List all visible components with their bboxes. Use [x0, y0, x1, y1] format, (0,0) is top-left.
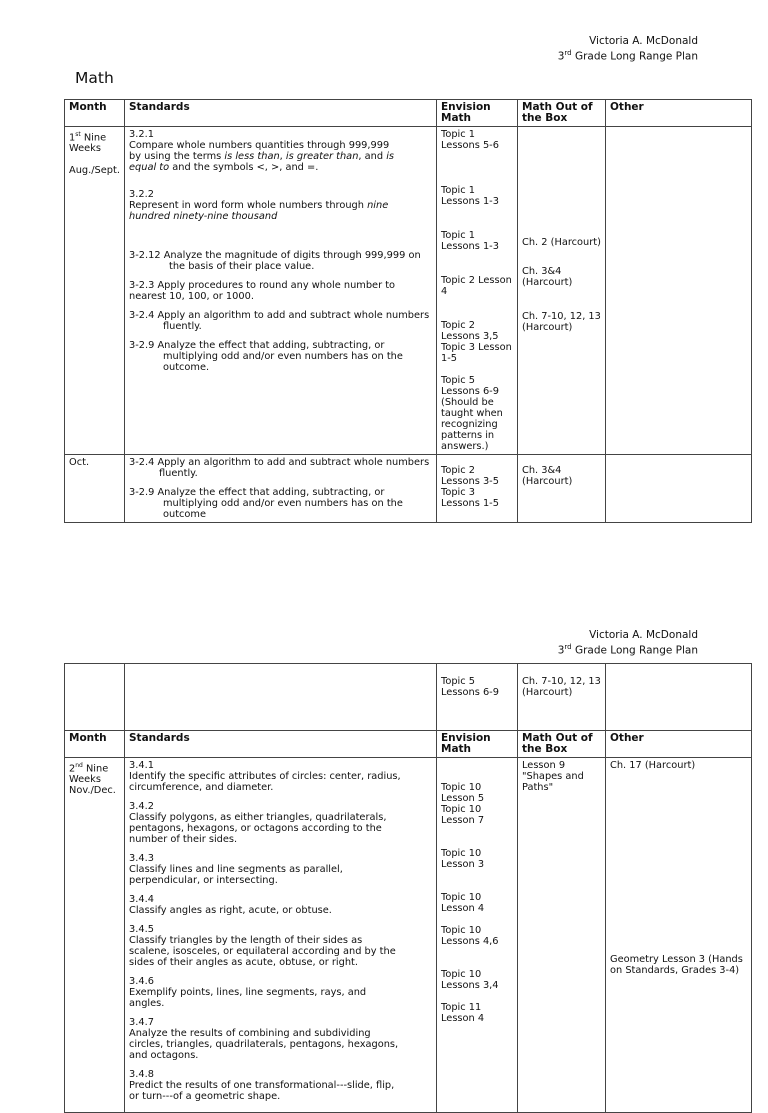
document-header: [558, 35, 698, 63]
other-cell: [606, 127, 752, 455]
month-cell: 2nd Nine Weeks Nov./Dec.: [65, 758, 125, 1113]
standard-item: 3.4.7Analyze the results of combining and subdividing circles, triangles, quadrilaterals, pentagons, hexagons, and octagons.: [129, 1017, 399, 1061]
other-cell: [606, 758, 752, 1113]
col-other: Other: [606, 100, 752, 127]
envision-item: Topic 2 Lesson 4: [441, 275, 512, 297]
standards-cell: [125, 127, 437, 455]
out-of-box-cell: [518, 127, 606, 455]
author-name: Victoria A. McDonald: [589, 35, 698, 47]
month-cell: [65, 664, 125, 731]
other-item: Ch. 17 (Harcourt): [610, 760, 696, 771]
standard-item: 3-2.12 Analyze the magnitude of digits through 999,999 on the basis of their place value.: [129, 250, 421, 272]
envision-cell: [437, 127, 518, 455]
standard-item: 3-2.3 Apply procedures to round any whole number to nearest 10, 100, or 1000.: [129, 280, 396, 302]
standard-item: 3.4.6Exemplify points, lines, line segments, rays, and angles.: [129, 976, 367, 1009]
table-row: [65, 127, 752, 455]
col-out-of-box: Math Out of the Box: [518, 731, 606, 758]
envision-item: Topic 2 Lessons 3,5: [441, 320, 499, 342]
box-item: Ch. 2 (Harcourt): [522, 237, 601, 248]
standard-item: 3.2.1Compare whole numbers quantities through 999,999 by using the terms is less than, is greater than, and is equal to and the symbols <, >, and =.: [129, 129, 395, 173]
col-standards: Standards: [125, 100, 437, 127]
standard-item: 3.4.1Identify the specific attributes of circles: center, radius, circumference, and diameter.: [129, 760, 401, 793]
plan-title: 3rd Grade Long Range Plan: [557, 643, 698, 657]
col-envision: Envision Math: [437, 100, 518, 127]
standard-item: 3-2.4 Apply an algorithm to add and subtract whole numbers fluently.: [129, 457, 430, 479]
standard-item: 3-2.4 Apply an algorithm to add and subtract whole numbers fluently.: [129, 310, 430, 332]
standard-item: 3.2.2Represent in word form whole numbers through nine hundred ninety-nine thousand: [129, 189, 389, 222]
subject-title: Math: [75, 69, 114, 87]
table-row: [65, 664, 752, 731]
other-item: Geometry Lesson 3 (Hands on Standards, Grades 3-4): [610, 954, 743, 976]
envision-item: Topic 11 Lesson 4: [441, 1002, 485, 1024]
envision-item: Topic 5 Lessons 6-9 (Should be taught when recognizing patterns in answers.): [441, 375, 503, 452]
col-month: Month: [65, 731, 125, 758]
envision-item: Topic 10 Lessons 4,6: [441, 925, 499, 947]
col-envision: Envision Math: [437, 731, 518, 758]
month-dates: Aug./Sept.: [69, 165, 120, 177]
envision-item: Topic 10 Lesson 4: [441, 892, 485, 914]
envision-item: Topic 3 Lesson 1-5: [441, 342, 512, 364]
envision-item: Topic 1 Lessons 1-3: [441, 230, 499, 252]
envision-item: Topic 1 Lessons 5-6: [441, 129, 499, 151]
envision-item: Topic 3 Lessons 1-5: [441, 487, 499, 509]
standards-cell: [125, 664, 437, 731]
standards-cell: [125, 758, 437, 1113]
out-of-box-cell: [518, 758, 606, 1113]
other-cell: [606, 664, 752, 731]
envision-item: Topic 5 Lessons 6-9: [441, 676, 499, 698]
standard-item: 3.4.5Classify triangles by the length of their sides as scalene, isosceles, or equilateral according and by the sides of their angles as acute, obtuse, or right.: [129, 924, 396, 968]
plan-table-page2: [64, 663, 752, 1113]
envision-cell: [437, 664, 518, 731]
standard-item: 3.4.3Classify lines and line segments as parallel, perpendicular, or intersecting.: [129, 853, 343, 886]
envision-cell: [437, 758, 518, 1113]
envision-item: Topic 10 Lessons 3,4: [441, 969, 499, 991]
month-dates: Nov./Dec.: [69, 785, 116, 797]
table-row: [65, 455, 752, 523]
standard-item: 3.4.4Classify angles as right, acute, or obtuse.: [129, 894, 332, 916]
table-row: [65, 758, 752, 1113]
month-cell: Oct.: [65, 455, 125, 523]
standard-item: 3.4.2Classify polygons, as either triangles, quadrilaterals, pentagons, hexagons, or octagons according to the number of their sides.: [129, 801, 387, 845]
standard-item: 3-2.9 Analyze the effect that adding, subtracting, or multiplying odd and/or even numbers has on the outcome: [129, 487, 403, 520]
out-of-box-cell: [518, 455, 606, 523]
col-other: Other: [606, 731, 752, 758]
box-item: Ch. 3&4 (Harcourt): [522, 465, 573, 487]
table-header-row: [65, 100, 752, 127]
envision-item: Topic 1 Lessons 1-3: [441, 185, 499, 207]
envision-item: Topic 10 Lesson 7: [441, 804, 485, 826]
col-out-of-box: Math Out of the Box: [518, 100, 606, 127]
box-item: Ch. 3&4 (Harcourt): [522, 266, 573, 288]
plan-title: 3rd Grade Long Range Plan: [557, 49, 698, 63]
box-item: Lesson 9 "Shapes and Paths": [522, 760, 584, 793]
document-header: [558, 629, 698, 657]
box-item: Ch. 7-10, 12, 13 (Harcourt): [522, 676, 601, 698]
standards-cell: [125, 455, 437, 523]
other-cell: [606, 455, 752, 523]
envision-cell: [437, 455, 518, 523]
out-of-box-cell: [518, 664, 606, 731]
box-item: Ch. 7-10, 12, 13 (Harcourt): [522, 311, 601, 333]
plan-table-page1: [64, 99, 752, 523]
author-name: Victoria A. McDonald: [589, 629, 698, 641]
standard-item: 3.4.8Predict the results of one transformational---slide, flip, or turn---of a geometric shape.: [129, 1069, 395, 1102]
col-month: Month: [65, 100, 125, 127]
col-standards: Standards: [125, 731, 437, 758]
month-cell: 1st Nine Weeks Aug./Sept.: [65, 127, 125, 455]
table-header-row: [65, 731, 752, 758]
envision-item: Topic 10 Lesson 5: [441, 782, 485, 804]
standard-item: 3-2.9 Analyze the effect that adding, subtracting, or multiplying odd and/or even numbers has on the outcome.: [129, 340, 403, 373]
envision-item: Topic 2 Lessons 3-5: [441, 465, 499, 487]
envision-item: Topic 10 Lesson 3: [441, 848, 485, 870]
